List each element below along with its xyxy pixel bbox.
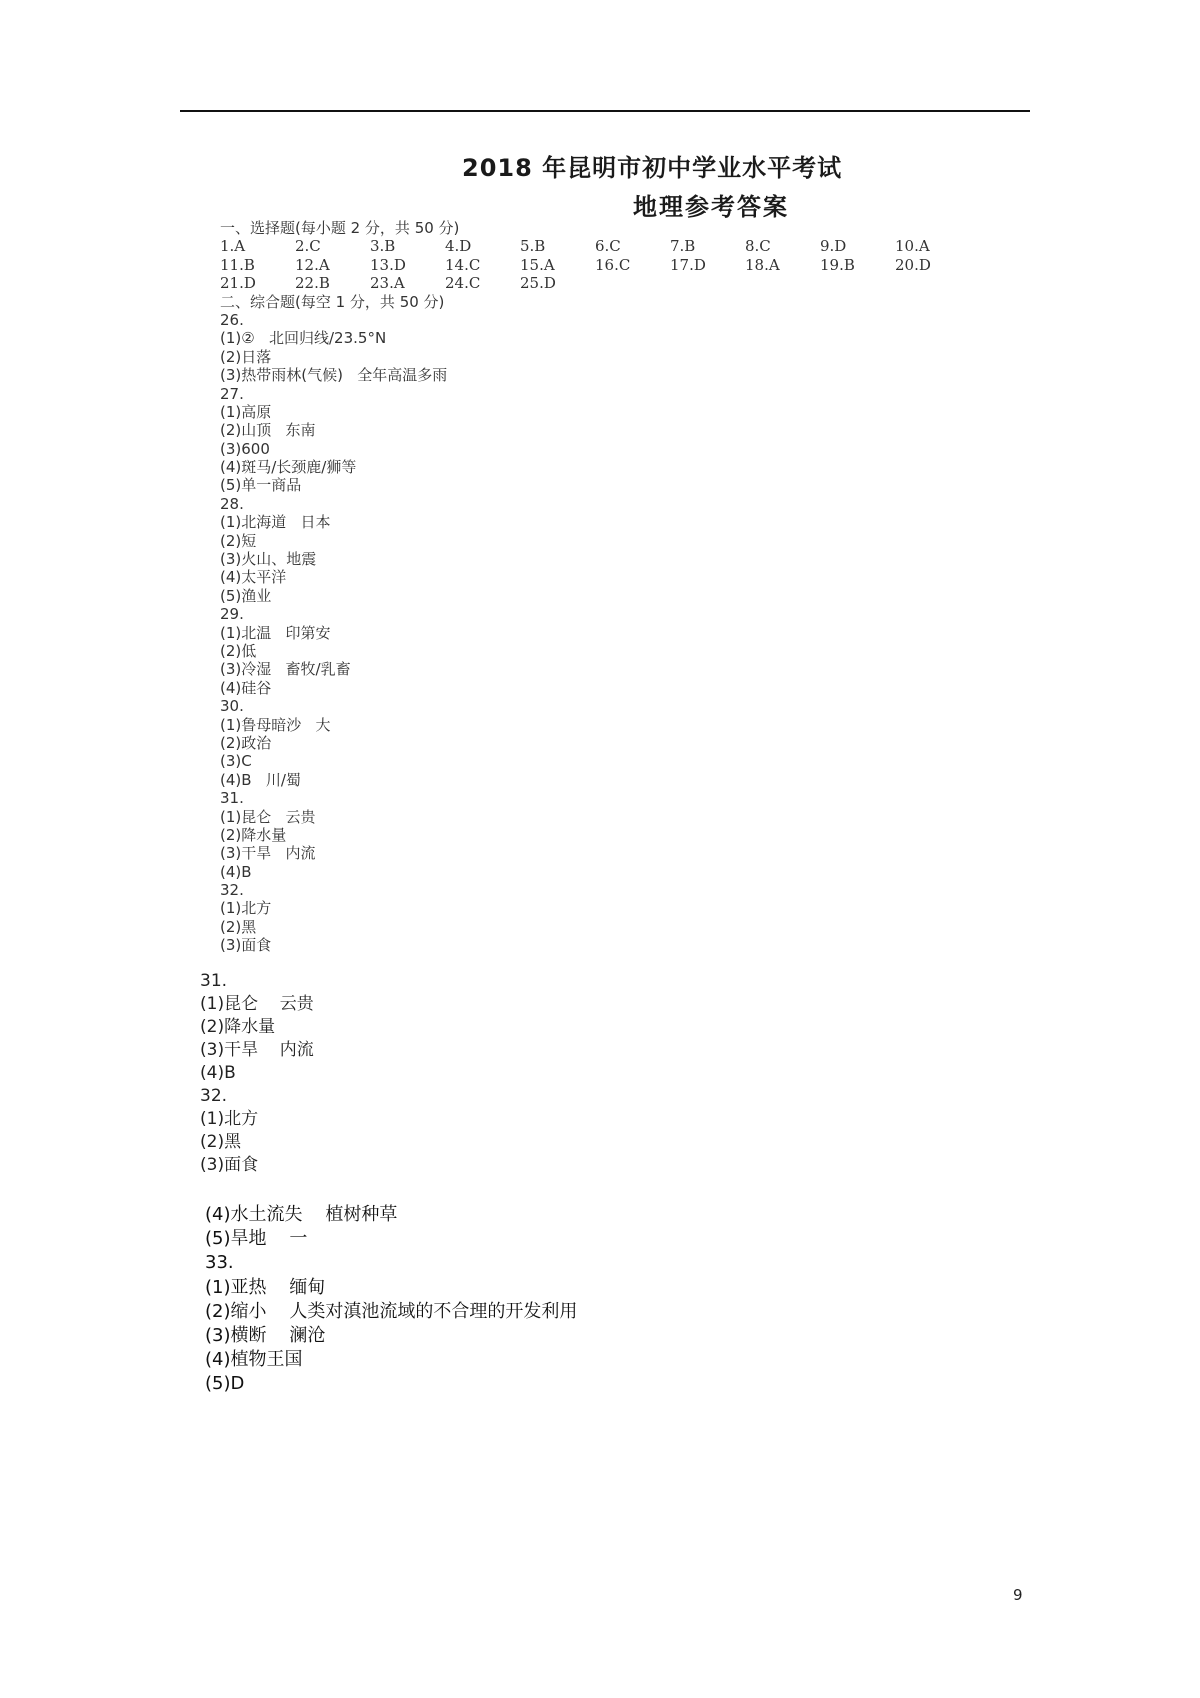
mc-answer: 11.B [220, 255, 255, 274]
document-subtitle: 地理参考答案 [633, 193, 789, 221]
multiple-choice-answers [220, 237, 970, 292]
answer-line: (2)山顶 东南 [220, 421, 316, 440]
mc-answer: 13.D [370, 255, 406, 274]
page-number: 9 [1013, 1586, 1023, 1604]
answer-line: (2)政治 [220, 733, 272, 752]
answer-line: (1)北海道 日本 [220, 513, 331, 532]
answer-line: (1)北方 [220, 899, 272, 918]
mc-answer: 18.A [745, 255, 780, 274]
answer-line: (5)D [205, 1373, 245, 1395]
answer-line: 32. [200, 1086, 228, 1106]
answer-line: 29. [220, 605, 244, 624]
answer-line: (4)B [200, 1063, 236, 1083]
mc-answer: 21.D [220, 274, 256, 293]
answer-line: (2)黑 [200, 1132, 242, 1152]
answer-line: (2)降水量 [220, 825, 287, 844]
answer-line: (2)黑 [220, 917, 257, 936]
answer-line: (2)缩小 人类对滇池流域的不合理的开发利用 [205, 1300, 578, 1322]
answer-line: (4)水土流失 植树种草 [205, 1204, 398, 1225]
section-heading: 二、综合题(每空 1 分，共 50 分) [220, 292, 445, 311]
document-title: 2018 年昆明市初中学业水平考试 [462, 154, 843, 182]
answer-line: 27. [220, 384, 244, 403]
answer-line: (2)降水量 [200, 1017, 276, 1037]
answer-line: (2)低 [220, 641, 257, 660]
answer-line: (1)亚热 缅甸 [205, 1276, 326, 1298]
answer-line: (3)600 [220, 439, 270, 458]
mc-row [220, 256, 970, 274]
mc-answer: 10.A [895, 237, 930, 256]
answer-line: (4)太平洋 [220, 568, 287, 587]
answer-line: (5)旱地 一 [205, 1228, 308, 1250]
mc-answer: 2.C [295, 237, 321, 256]
answer-line: (3)面食 [220, 936, 272, 955]
answer-line: (1)北方 [200, 1109, 259, 1129]
mc-answer: 22.B [295, 274, 330, 293]
answer-line: 26. [220, 310, 244, 329]
answer-line: (1)高原 [220, 402, 272, 421]
answer-line: (2)短 [220, 531, 257, 550]
mc-answer: 24.C [445, 274, 481, 293]
answer-line: (5)单一商品 [220, 476, 302, 495]
answer-line: (3)火山、地震 [220, 550, 317, 569]
answer-line: (1)鲁母暗沙 大 [220, 715, 331, 734]
answer-line: (3)面食 [200, 1155, 259, 1175]
answer-line: (1)昆仑 云贵 [220, 807, 316, 826]
scanned-answer-block [220, 219, 970, 955]
answer-line: (1)北温 印第安 [220, 623, 331, 642]
mc-answer: 7.B [670, 237, 696, 256]
mc-row [220, 274, 970, 292]
mc-row [220, 237, 970, 255]
typed-answer-block [205, 1203, 577, 1397]
repeated-answer-block [200, 970, 314, 1177]
mc-answer: 5.B [520, 237, 546, 256]
mc-answer: 20.D [895, 255, 931, 274]
mc-answer: 14.C [445, 255, 481, 274]
answer-line: (3)冷湿 畜牧/乳畜 [220, 660, 351, 679]
section-heading: 一、选择题(每小题 2 分，共 50 分) [220, 219, 460, 237]
mc-answer: 9.D [820, 237, 847, 256]
answer-line: (3)干旱 内流 [220, 844, 316, 863]
answer-line: (4)斑马/长颈鹿/狮等 [220, 458, 357, 477]
mc-answer: 25.D [520, 274, 556, 293]
mc-answer: 15.A [520, 255, 555, 274]
answer-list [220, 311, 970, 955]
answer-line: (4)硅谷 [220, 678, 272, 697]
mc-answer: 3.B [370, 237, 396, 256]
mc-answer: 16.C [595, 255, 631, 274]
mc-answer: 4.D [445, 237, 472, 256]
answer-line: (2)日落 [220, 347, 272, 366]
answer-line: (4)植物王国 [205, 1349, 303, 1371]
answer-line: 33. [205, 1252, 234, 1274]
answer-line: (4)B 川/蜀 [220, 770, 301, 789]
answer-line: (3)干旱 内流 [200, 1040, 314, 1060]
answer-line: 32. [220, 881, 244, 900]
mc-answer: 12.A [295, 255, 330, 274]
header-rule [180, 110, 1030, 112]
answer-line: (5)渔业 [220, 586, 272, 605]
mc-answer: 23.A [370, 274, 405, 293]
mc-answer: 1.A [220, 237, 246, 256]
answer-line: (3)热带雨林(气候) 全年高温多雨 [220, 366, 448, 385]
answer-line: (1)昆仑 云贵 [200, 994, 314, 1014]
answer-line: (1)② 北回归线/23.5°N [220, 329, 387, 348]
answer-line: (4)B [220, 862, 252, 881]
answer-line: 31. [200, 971, 228, 991]
answer-line: 28. [220, 494, 244, 513]
answer-line: (3)C [220, 752, 252, 771]
mc-answer: 19.B [820, 255, 855, 274]
answer-line: 30. [220, 697, 244, 716]
mc-answer: 17.D [670, 255, 706, 274]
answer-line: 31. [220, 789, 244, 808]
mc-answer: 8.C [745, 237, 771, 256]
mc-answer: 6.C [595, 237, 621, 256]
answer-line: (3)横断 澜沧 [205, 1324, 326, 1346]
